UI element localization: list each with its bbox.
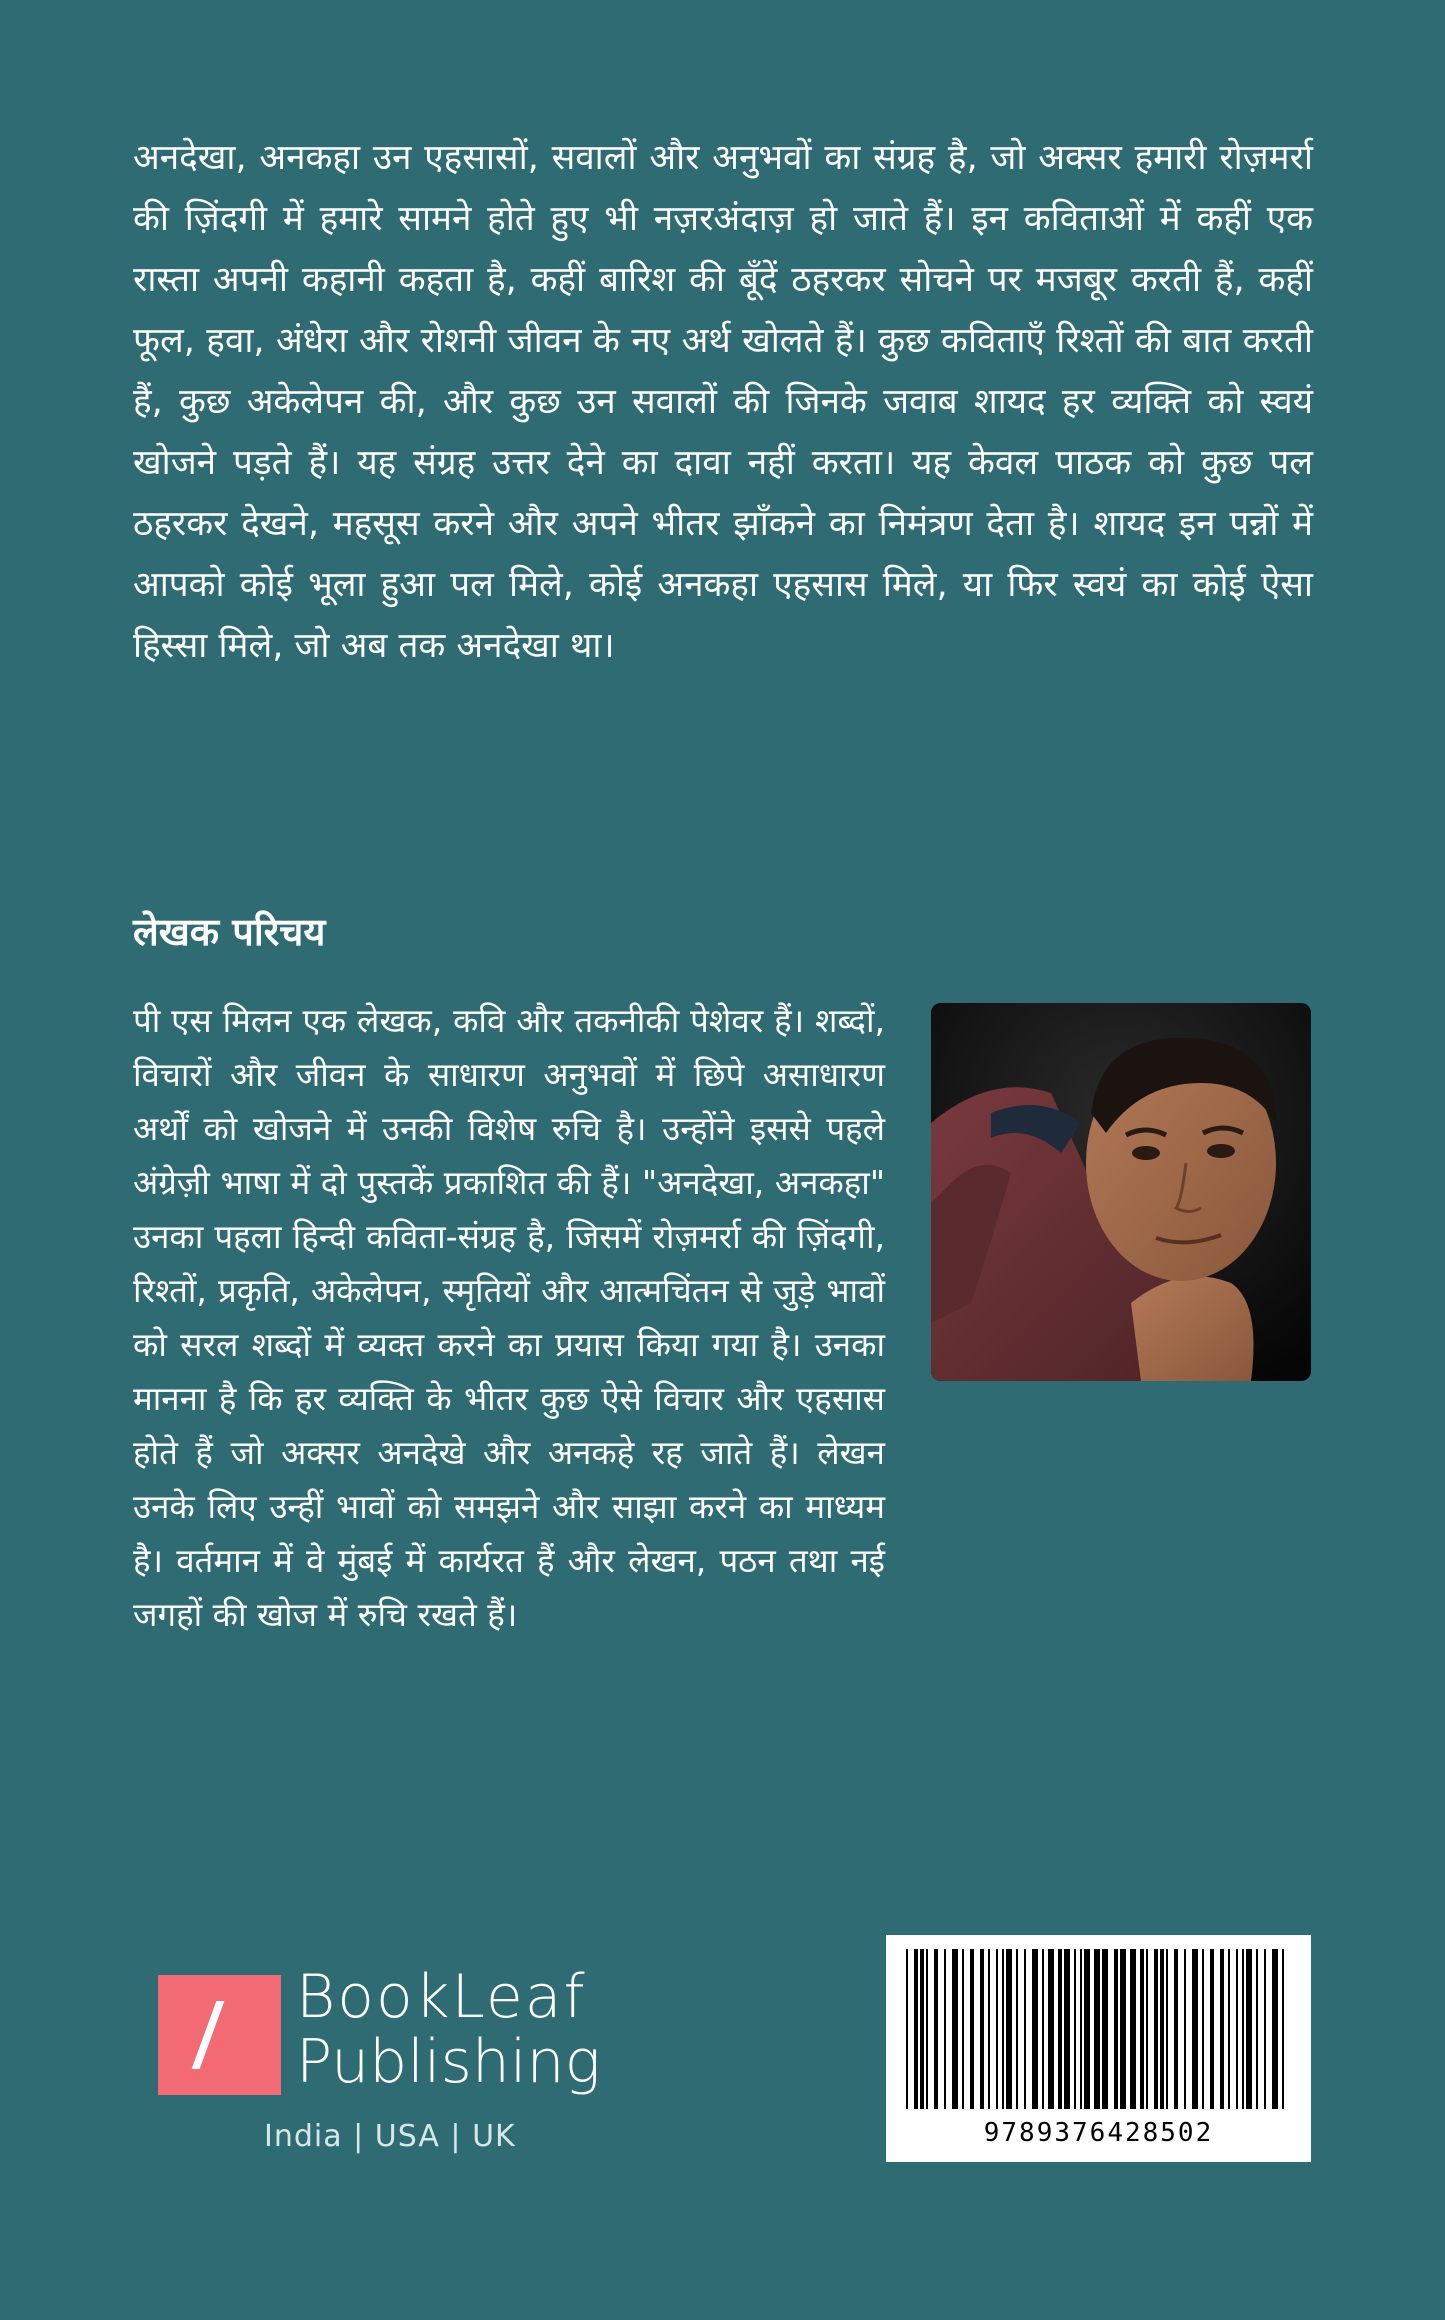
publisher-logo	[158, 1962, 608, 2154]
barcode-bar	[1236, 1949, 1238, 2109]
isbn-barcode	[886, 1935, 1311, 2162]
barcode-bar	[1120, 1949, 1126, 2109]
barcode-bar	[996, 1949, 998, 2109]
publisher-name-line1: BookLeaf	[296, 1962, 587, 2032]
barcode-bar	[1006, 1949, 1012, 2109]
barcode-bar	[1080, 1949, 1082, 2109]
publisher-name-line2: Publishing	[296, 2027, 601, 2097]
barcode-bar	[1160, 1949, 1164, 2109]
barcode-bar	[1246, 1949, 1252, 2109]
barcode-bar	[934, 1949, 938, 2109]
barcode-bar	[1242, 1949, 1244, 2109]
barcode-bar	[1102, 1949, 1108, 2109]
barcode-bar	[952, 1949, 958, 2109]
barcode-bar	[1084, 1949, 1090, 2109]
barcode-bar	[970, 1949, 974, 2109]
barcode-bar	[926, 1949, 928, 2109]
barcode-bar	[920, 1949, 924, 2109]
barcode-bar	[980, 1949, 984, 2109]
barcode-bar	[988, 1949, 990, 2109]
barcode-bar	[1094, 1949, 1100, 2109]
barcode-bar	[1174, 1949, 1178, 2109]
barcode-bar	[1256, 1949, 1258, 2109]
barcode-bar	[1220, 1949, 1224, 2109]
barcode-bar	[1024, 1949, 1026, 2109]
author-bio-heading: लेखक परिचय	[133, 910, 326, 954]
barcode-bar	[1140, 1949, 1144, 2109]
publisher-regions: India | USA | UK	[264, 2119, 516, 2154]
barcode-bar	[1064, 1949, 1070, 2109]
barcode-bar	[1114, 1949, 1118, 2109]
book-blurb: अनदेखा, अनकहा उन एहसासों, सवालों और अनुभवों का संग्रह है, जो अक्सर हमारी रोज़मर्रा की ज़िंदगी में हमारे सामने होते हुए भी नज़रअंदाज़ हो जाते हैं। इन कविताओं में कहीं एक रास्ता अपनी कहानी कहता है, कहीं बारिश की बूँदें ठहरकर सोचने पर मजबूर करती हैं, कहीं फूल, हवा, अंधेरा और रोशनी जीवन के नए अर्थ खोलते हैं। कुछ कविताएँ रिश्तों की बात करती हैं, कुछ अकेलेपन की, और कुछ उन सवालों की जिनके जवाब शायद हर व्यक्ति को स्वयं खोजने पड़ते हैं। यह संग्रह उत्तर देने का दावा नहीं करता। यह केवल पाठक को कुछ पल ठहरकर देखने, महसूस करने और अपने भीतर झाँकने का निमंत्रण देता है। शायद इन पन्नों में आपको कोई भूला हुआ पल मिले, कोई अनकहा एहसास मिले, या फिर स्वयं का कोई ऐसा हिस्सा मिले, जो अब तक अनदेखा था।	[133, 138, 1313, 666]
barcode-bar	[1130, 1949, 1136, 2109]
isbn-number: 9789376428502	[983, 2118, 1214, 2148]
barcode-bar	[944, 1949, 946, 2109]
barcode-bar	[1202, 1949, 1204, 2109]
barcode-bar	[1048, 1949, 1054, 2109]
barcode-bar	[1272, 1949, 1278, 2109]
barcode-bar	[914, 1949, 918, 2109]
barcode-bar	[1058, 1949, 1062, 2109]
slash-icon	[192, 2001, 225, 2069]
barcode-bar	[1002, 1949, 1004, 2109]
author-photo	[931, 1003, 1311, 1381]
barcode-bar	[1166, 1949, 1168, 2109]
barcode-bar	[1146, 1949, 1148, 2109]
barcode-bar	[1016, 1949, 1018, 2109]
barcode-bar	[1282, 1949, 1284, 2109]
publisher-logo-mark	[158, 1975, 281, 2095]
barcode-bar	[1184, 1949, 1186, 2109]
barcode-bar	[906, 1949, 908, 2109]
barcode-bar	[1042, 1949, 1044, 2109]
barcode-bar	[1210, 1949, 1214, 2109]
barcode-bar	[1228, 1949, 1230, 2109]
barcode-bar	[1264, 1949, 1266, 2109]
barcode-bar	[962, 1949, 964, 2109]
barcode-bar	[1154, 1949, 1158, 2109]
barcode-bar	[1192, 1949, 1198, 2109]
author-portrait-image	[931, 1003, 1311, 1381]
barcode-bar	[1032, 1949, 1038, 2109]
author-bio-text: पी एस मिलन एक लेखक, कवि और तकनीकी पेशेवर हैं। शब्दों, विचारों और जीवन के साधारण अनुभवों में छिपे असाधारण अर्थों को खोजने में उनकी विशेष रुचि है। उन्होंने इससे पहले अंग्रेज़ी भाषा में दो पुस्तकें प्रकाशित की हैं। "अनदेखा, अनकहा" उनका पहला हिन्दी कविता-संग्रह है, जिसमें रोज़मर्रा की ज़िंदगी, रिश्तों, प्रकृति, अकेलेपन, स्मृतियों और आत्मचिंतन से जुड़े भावों को सरल शब्दों में व्यक्त करने का प्रयास किया गया है। उनका मानना है कि हर व्यक्ति के भीतर कुछ ऐसे विचार और एहसास होते हैं जो अक्सर अनदेखे और अनकहे रह जाते हैं। लेखन उनके लिए उन्हीं भावों को समझने और साझा करने का माध्यम है। वर्तमान में वे मुंबई में कार्यरत हैं और लेखन, पठन तथा नई जगहों की खोज में रुचि रखते हैं।	[133, 1001, 885, 1634]
barcode-bar	[1074, 1949, 1076, 2109]
